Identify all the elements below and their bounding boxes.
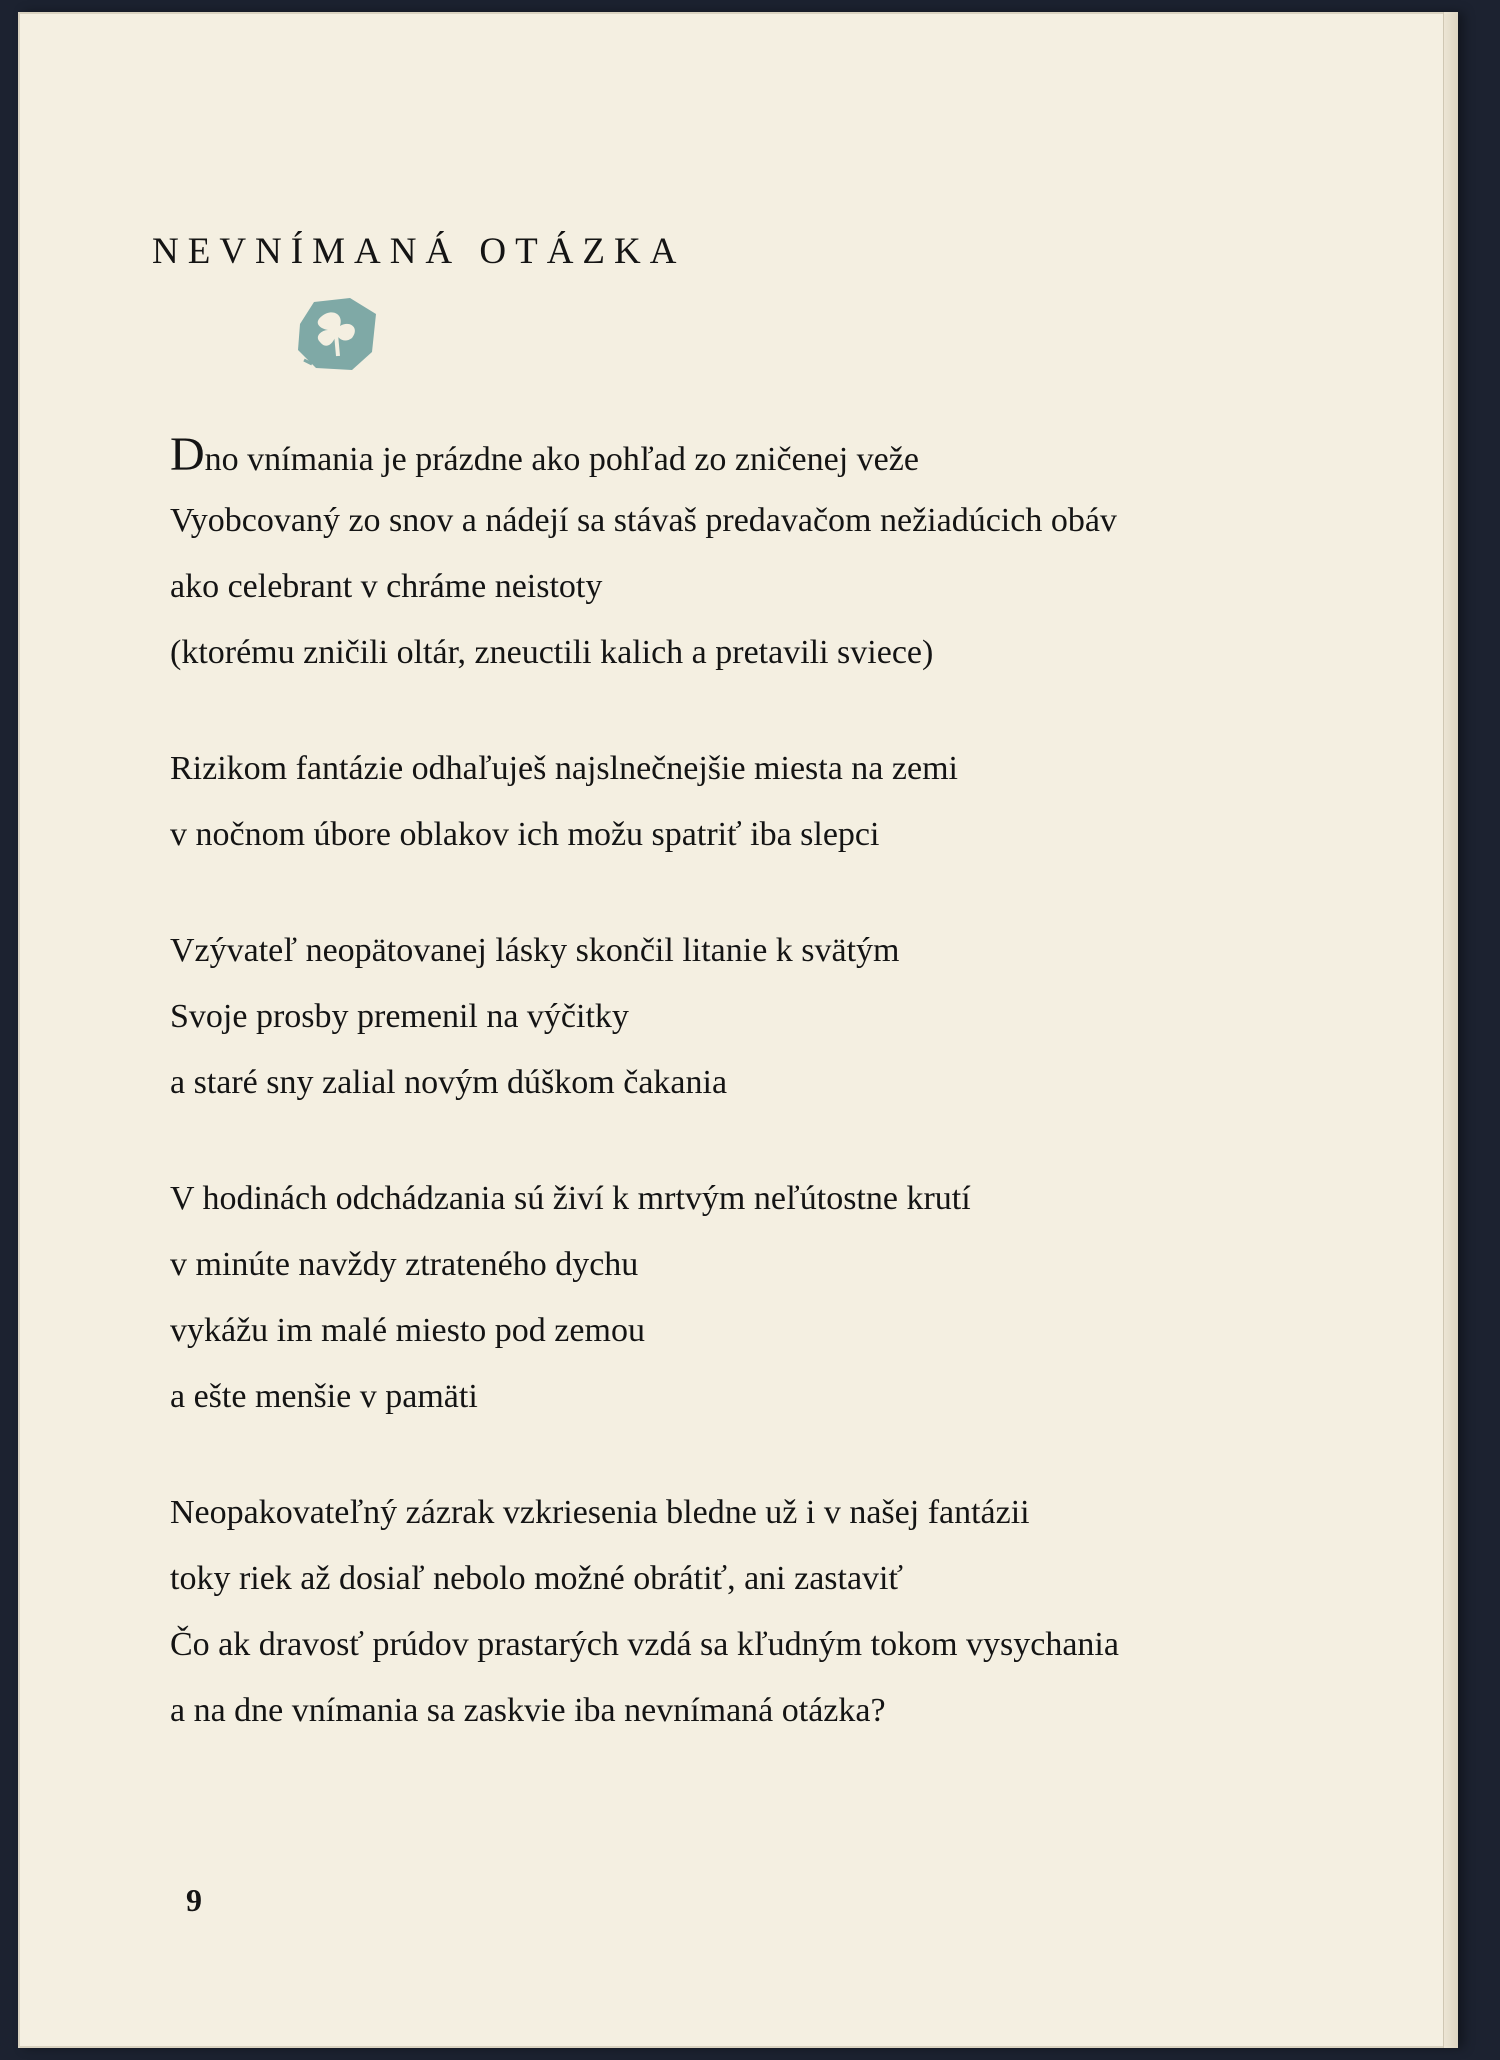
poem-line: Čo ak dravosť prúdov prastarých vzdá sa kľudným tokom vysychania	[170, 1626, 1119, 1663]
poem-line: v minúte navždy ztrateného dychu	[170, 1246, 639, 1283]
page-number: 9	[186, 1882, 202, 1918]
poem-line: (ktorému zničili oltár, zneuctili kalich a pretavili sviece)	[170, 634, 934, 671]
poem-line: vykážu im malé miesto pod zemou	[170, 1312, 645, 1349]
poem-line: Neopakovateľný zázrak vzkriesenia bledne už i v našej fantázii	[170, 1494, 1030, 1531]
poem-title: NEVNÍMANÁ OTÁZKA	[152, 231, 686, 272]
drop-cap: D	[170, 428, 205, 481]
poem-line: toky riek až dosiaľ nebolo možné obrátiť, ani zastaviť	[170, 1560, 904, 1597]
stanza-4	[170, 1166, 1400, 1430]
stanza-5	[170, 1480, 1400, 1744]
stanza-2	[170, 736, 1400, 868]
poem-line: Vzývateľ neopätovanej lásky skončil litanie k svätým	[170, 932, 900, 969]
poem-line: a ešte menšie v pamäti	[170, 1378, 478, 1415]
poem-line	[170, 422, 1400, 488]
poem-line: ako celebrant v chráme neistoty	[170, 568, 603, 605]
poem-line: Vyobcovaný zo snov a nádejí sa stávaš predavačom nežiadúcich obáv	[170, 502, 1117, 539]
flower-ornament-icon	[292, 294, 382, 376]
stanza-3	[170, 918, 1400, 1116]
poem-line: a staré sny zalial novým dúškom čakania	[170, 1064, 728, 1101]
poem-line: Svoje prosby premenil na výčitky	[170, 998, 629, 1035]
poem-line: V hodinách odchádzania sú živí k mrtvým neľútostne krutí	[170, 1180, 971, 1217]
poem-line: Rizikom fantázie odhaľuješ najslnečnejšie miesta na zemi	[170, 750, 958, 787]
book-page	[18, 12, 1458, 2048]
page-edge	[1443, 12, 1458, 2048]
poem-line: v nočnom úbore oblakov ich možu spatriť iba slepci	[170, 816, 880, 853]
poem-line: a na dne vnímania sa zaskvie iba nevnímaná otázka?	[170, 1692, 886, 1729]
poem-body	[170, 422, 1400, 1794]
stanza-1	[170, 422, 1400, 686]
first-line-rest: no vnímania je prázdne ako pohľad zo zničenej veže	[204, 441, 919, 478]
